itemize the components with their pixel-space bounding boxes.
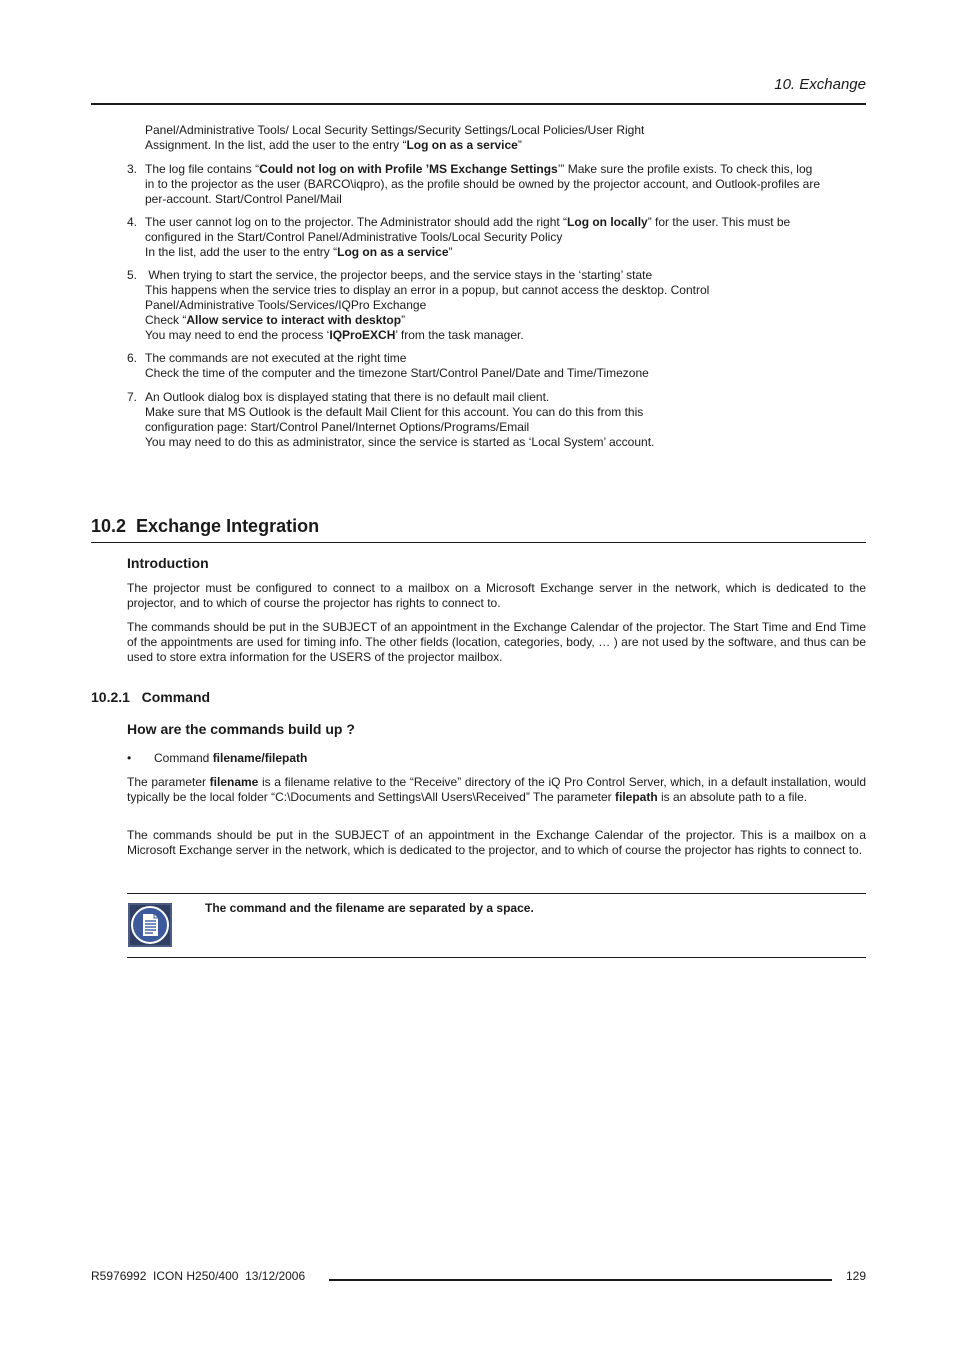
footer-document-info: R5976992 ICON H250/400 13/12/2006 — [91, 1269, 306, 1283]
list-item-4: 4. The user cannot log on to the projector. The Administrator should add the right “Log on locally” for the user. This must be configured in the Start/Control Panel/Administrative Tools/Local Security Policy In the list, add the user to the entry “Log on as a service” — [127, 215, 791, 259]
section-title: 10.2 Exchange Integration — [91, 516, 320, 536]
introduction-heading: Introduction — [127, 555, 209, 571]
list-number: 3. — [127, 162, 138, 176]
intro-paragraph-1: The projector must be configured to connect to a mailbox on a Microsoft Exchange server in the network, which is dedicated to the projector, and to which of course the projector has rights to connect to. — [127, 581, 866, 610]
list-number: 4. — [127, 215, 138, 229]
note-top-rule — [127, 893, 866, 894]
list-number: 7. — [127, 390, 138, 404]
note-bottom-rule — [127, 957, 866, 958]
commands-heading: How are the commands build up ? — [127, 721, 355, 737]
list-number: 6. — [127, 351, 138, 365]
list-item-5: 5. When trying to start the service, the projector beeps, and the service stays in the ‘starting’ state This happens when the service tries to display an error in a popup, but cannot access the desktop. Control Panel/Administrative Tools/Services/IQPro Exchange Check “Allow service to interact with desktop” You may need to end the process ‘IQProEXCH’ from the task manager. — [127, 268, 710, 342]
subject-paragraph: The commands should be put in the SUBJECT of an appointment in the Exchange Calendar of the projector. This is a mailbox on a Microsoft Exchange server in the network, which is dedicated to the projector, and to which of course the projector has rights to connect to. — [127, 828, 866, 857]
footer-rule — [329, 1279, 832, 1281]
header-rule — [91, 103, 866, 105]
parameter-paragraph: The parameter filename is a filename relative to the “Receive” directory of the iQ Pro Control Server, which, in a default installation, would typically be the local folder “C:\Documents and Settings\All Users\Received” The parameter filepath is an absolute path to a file. — [127, 775, 866, 804]
subsection-title: 10.2.1 Command — [91, 689, 211, 705]
bullet-item: Command filename/filepath — [154, 751, 308, 765]
bullet-mark: • — [127, 751, 132, 765]
chapter-header: 10. Exchange — [774, 76, 866, 93]
list-item-3: 3. The log file contains “Could not log on with Profile ’MS Exchange Settings’” Make sure the profile exists. To check this, log in to the projector as the user (BARCO\iqpro), as the profile should be owned by the projector account, and Outlook-profiles are per-account. Start/Control Panel/Mail — [127, 162, 821, 206]
page-number: 129 — [845, 1269, 866, 1283]
note-document-icon — [128, 903, 172, 947]
list-item-6: 6. The commands are not executed at the right time Check the time of the computer and the timezone Start/Control Panel/Date and Time/Timezone — [127, 351, 649, 380]
section-rule — [91, 542, 866, 543]
intro-paragraph-2: The commands should be put in the SUBJECT of an appointment in the Exchange Calendar of the projector. The Start Time and End Time of the appointments are used for timing info. The other fields (location, categories, body, … ) are not used by the software, and thus can be used to store extra information for the USERS of the projector mailbox. — [127, 620, 866, 664]
text-line: Panel/Administrative Tools/ Local Security Settings/Security Settings/Local Policies/User Right — [145, 123, 645, 137]
text-line: Assignment. In the list, add the user to the entry “Log on as a service” — [145, 138, 522, 152]
note-text: The command and the filename are separated by a space. — [205, 901, 534, 915]
list-number: 5. — [127, 268, 138, 282]
list-item-continuation — [145, 123, 866, 153]
list-item-7: 7. An Outlook dialog box is displayed stating that there is no default mail client. Make sure that MS Outlook is the default Mail Client for this account. You can do this from this configuration page: Start/Control Panel/Internet Options/Programs/Email You may need to do this as administrator, since the service is started as ‘Local System’ account. — [127, 390, 655, 449]
